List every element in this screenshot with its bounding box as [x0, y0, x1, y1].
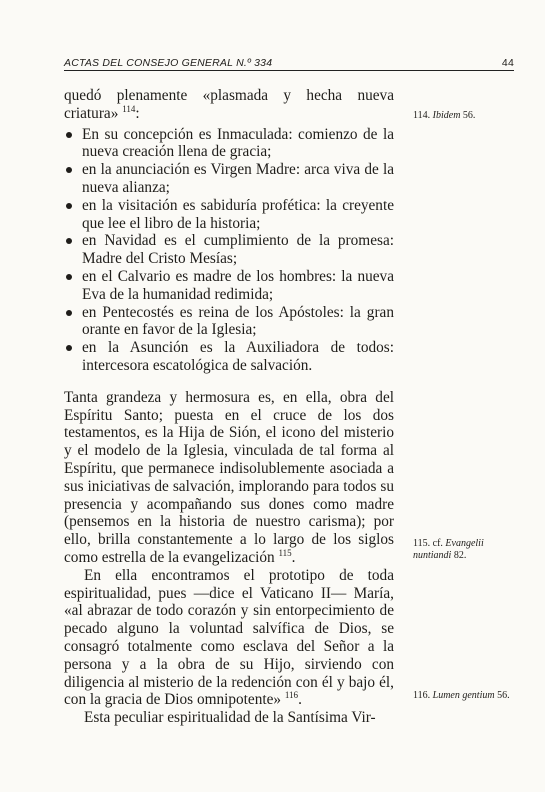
marian-mysteries-list: [64, 126, 394, 375]
footnote-ref-115: 115: [278, 547, 292, 558]
list-item: en la anunciación es Virgen Madre: arca viva de la nueva alianza;: [64, 161, 394, 197]
main-text: [64, 87, 394, 727]
page-number: 44: [501, 57, 514, 69]
journal-title: ACTAS DEL CONSEJO GENERAL N.º 334: [64, 57, 273, 69]
paragraph-continuation: Esta peculiar espiritualidad de la Santísima Vir-: [84, 709, 376, 727]
list-item: en Pentecostés es reina de los Apóstoles: la gran orante en favor de la Iglesia;: [64, 304, 394, 340]
footnote-ref-116: 116: [284, 690, 299, 701]
paragraph-prototype: En ella encontramos el prototipo de toda espiritualidad, pues —dice el Vaticano II— María, «al abrazar de todo corazón y sin entorpecimiento de pecado alguno la voluntad salvífica de Dios, se consagró totalmente como esclava del Señor a la persona y a la obra de su Hijo, sirviendo con diligencia al misterio de la redención con él y bajo él, con la gracia de Dios omnipotente» $^{116}$.: [64, 566, 394, 709]
intro-paragraph: quedó plenamente «plasmada y hecha nueva criatura» $^{114}$:: [64, 87, 394, 122]
list-item: En su concepción es Inmaculada: comienzo de la nueva creación llena de gracia;: [64, 126, 394, 162]
list-item: en la visitación es sabiduría profética: la creyente que lee el libro de la historia;: [64, 197, 394, 233]
footnote-115: 115. cf. Evangelii nuntiandi 82.: [413, 538, 484, 561]
running-header: [64, 57, 514, 69]
footnote-114: 114. Ibidem 56.: [413, 110, 476, 121]
footnote-ref-114: 114: [122, 103, 136, 114]
list-item: en Navidad es el cumplimiento de la promesa: Madre del Cristo Mesías;: [64, 232, 394, 268]
list-item: en el Calvario es madre de los hombres: la nueva Eva de la humanidad redimida;: [64, 268, 394, 304]
paragraph-holy-spirit: Tanta grandeza y hermosura es, en ella, obra del Espíritu Santo; puesta en el cruce de los dos testamentos, es la Hija de Sión, el icono del misterio y el modelo de la Iglesia, vinculada de tal forma al Espíritu, que permanece indisolublemente asociada a sus iniciativas de salvación, implorando para todos su presencia y acompañando sus dones como madre (pensemos en la historia de nuestro carisma); por ello, brilla constantemente a lo largo de los siglos como estrella de la evangelización $^{115}$.: [64, 388, 394, 566]
footnote-116: 116. Lumen gentium 56.: [413, 690, 510, 701]
header-rule: [64, 70, 514, 71]
list-item: en la Asunción es la Auxiliadora de todos: intercesora escatológica de salvación.: [64, 339, 394, 375]
